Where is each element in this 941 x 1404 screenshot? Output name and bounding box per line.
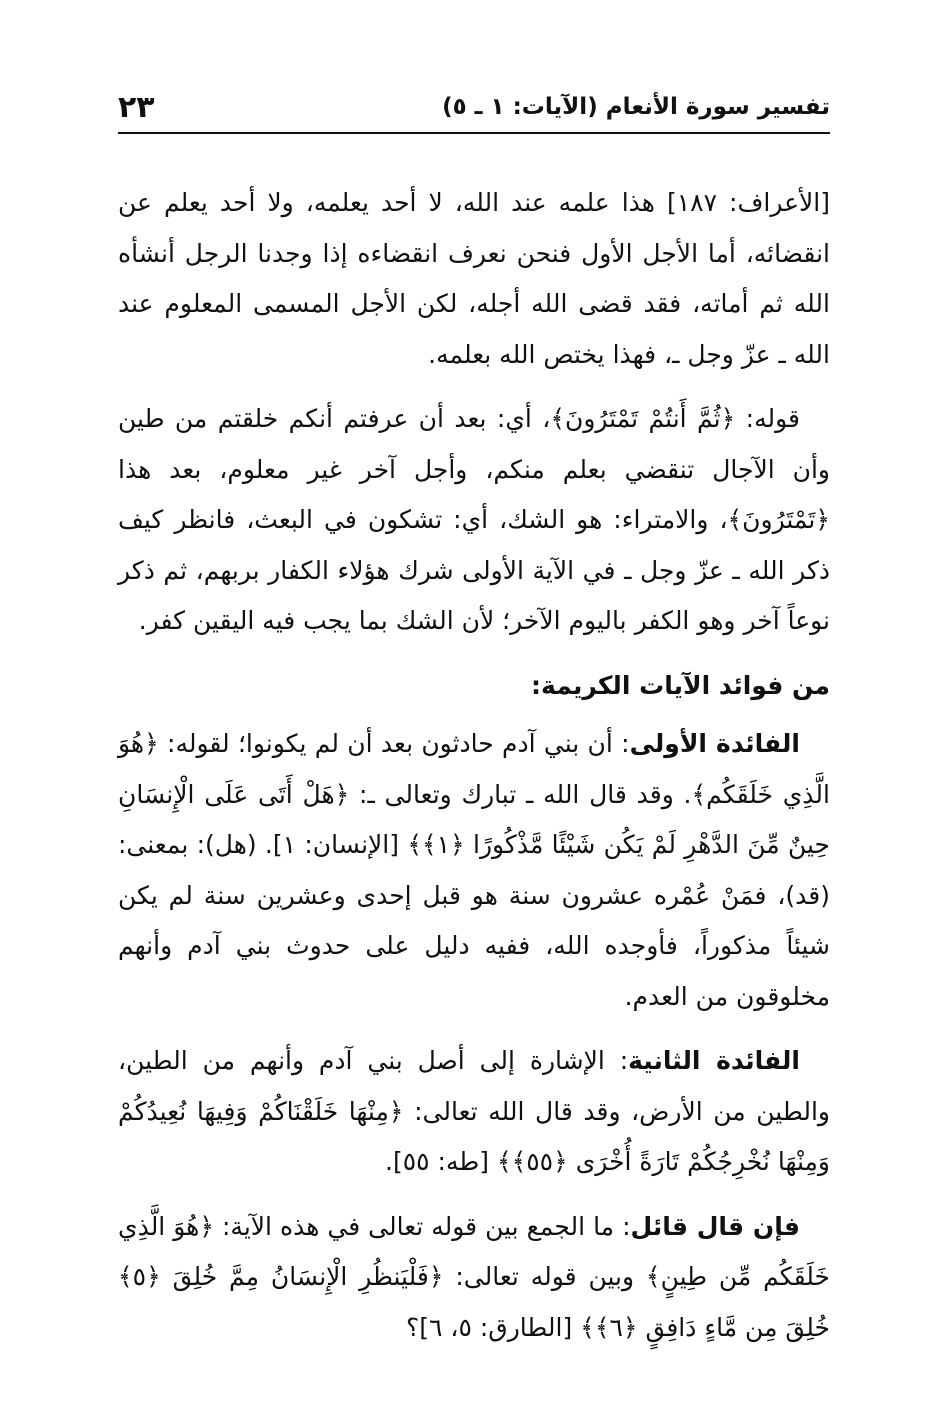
quran-quote: ﴿هُوَ الَّذِي خَلَقَكُم مِّن طِينٍ﴾ bbox=[118, 1211, 830, 1291]
running-title: تفسير سورة الأنعام (الآيات: ١ ـ ٥) bbox=[442, 94, 830, 120]
text-segment: : الإشارة إلى أصل بني آدم وأنهم من الطين، والطين من الأرض، وقد قال الله تعالى: bbox=[118, 1046, 830, 1126]
page-header bbox=[118, 88, 830, 134]
paragraph-first-benefit bbox=[118, 719, 830, 1022]
text-segment: وبين قوله تعالى: bbox=[443, 1262, 646, 1291]
quran-quote: ﴿هُوَ الَّذِي خَلَقَكُم﴾ bbox=[118, 729, 830, 809]
text-segment: [الطارق: ٥، ٦]؟ bbox=[406, 1312, 581, 1342]
text-segment: . وقد قال الله ـ تبارك وتعالى ـ: bbox=[349, 779, 692, 809]
text-segment: [الإنسان: ١]. (هل): بمعنى: (قد)، فمَنْ عُمْره عشرون سنة هو قبل إحدى وعشرين سنة لم يكن شيئاً مذكوراً، فأوجده الله، ففيه دليل على حدوث بني آدم وأنهم مخلوقون من العدم. bbox=[118, 830, 830, 1011]
page-number: ٢٣ bbox=[118, 90, 155, 125]
paragraph-second-benefit bbox=[118, 1036, 830, 1188]
benefit-label: الفائدة الأولى bbox=[629, 729, 800, 758]
quran-quote: ﴿هَلْ أَتَى عَلَى الْإِنسَانِ حِينٌ مِّنَ الدَّهْرِ لَمْ يَكُن شَيْئًا مَّذْكُورًا ﴿١﴾﴾ bbox=[118, 779, 830, 859]
paragraph-tamtarun bbox=[118, 394, 830, 647]
text-segment: : ما الجمع بين قوله تعالى في هذه الآية: bbox=[214, 1211, 631, 1241]
paragraph-question bbox=[118, 1202, 830, 1354]
text-segment: ، أي: بعد أن عرفتم أنكم خلقتم من طين وأن الآجال تنقضي بعلم منكم، وأجل آخر غير معلوم، بعد هذا bbox=[118, 404, 830, 484]
page-body bbox=[118, 178, 830, 1367]
paragraph-continuation: [الأعراف: ١٨٧] هذا علمه عند الله، لا أحد يعلمه، ولا أحد يعلم عن انقضائه، أما الأجل الأول فنحن نعرف انقضاءه إذا وجدنا الرجل أنشأه الله ثم أماته، فقد قضى الله أجله، لكن الأجل المسمى المعلوم عند الله ـ عزّ وجل ـ، فهذا يختص الله بعلمه. bbox=[118, 188, 830, 369]
question-label: فإن قال قائل bbox=[630, 1211, 800, 1241]
text-segment: ، والامتراء: هو الشك، أي: تشكون في البعث، فانظر كيف ذكر الله ـ عزّ وجل ـ في الآية الأولى شرك هؤلاء الكفار بربهم، ثم ذكر نوعاً آخر وهو الكفر باليوم الآخر؛ لأن الشك بما يجب فيه اليقين كفر. bbox=[118, 505, 830, 635]
quran-quote: ﴿مِنْهَا خَلَقْنَاكُمْ وَفِيهَا نُعِيدُكُمْ وَمِنْهَا نُخْرِجُكُمْ تَارَةً أُخْرَى ﴿٥٥﴾﴾ bbox=[118, 1096, 830, 1176]
text-segment: [طه: ٥٥]. bbox=[385, 1147, 497, 1176]
text-segment: قوله: bbox=[735, 404, 800, 433]
text-segment: : أن بني آدم حادثون بعد أن لم يكونوا؛ لقوله: bbox=[158, 729, 630, 758]
quran-quote: ﴿ثُمَّ أَنتُمْ تَمْتَرُونَ﴾ bbox=[550, 404, 736, 433]
quran-quote: ﴿تَمْتَرُونَ﴾ bbox=[727, 505, 830, 534]
benefit-label: الفائدة الثانية bbox=[628, 1046, 800, 1075]
quran-quote: ﴿فَلْيَنظُرِ الْإِنسَانُ مِمَّ خُلِقَ ﴿٥﴾ خُلِقَ مِن مَّاءٍ دَافِقٍ ﴿٦﴾﴾ bbox=[118, 1262, 830, 1342]
section-heading: من فوائد الآيات الكريمة: bbox=[531, 670, 830, 700]
